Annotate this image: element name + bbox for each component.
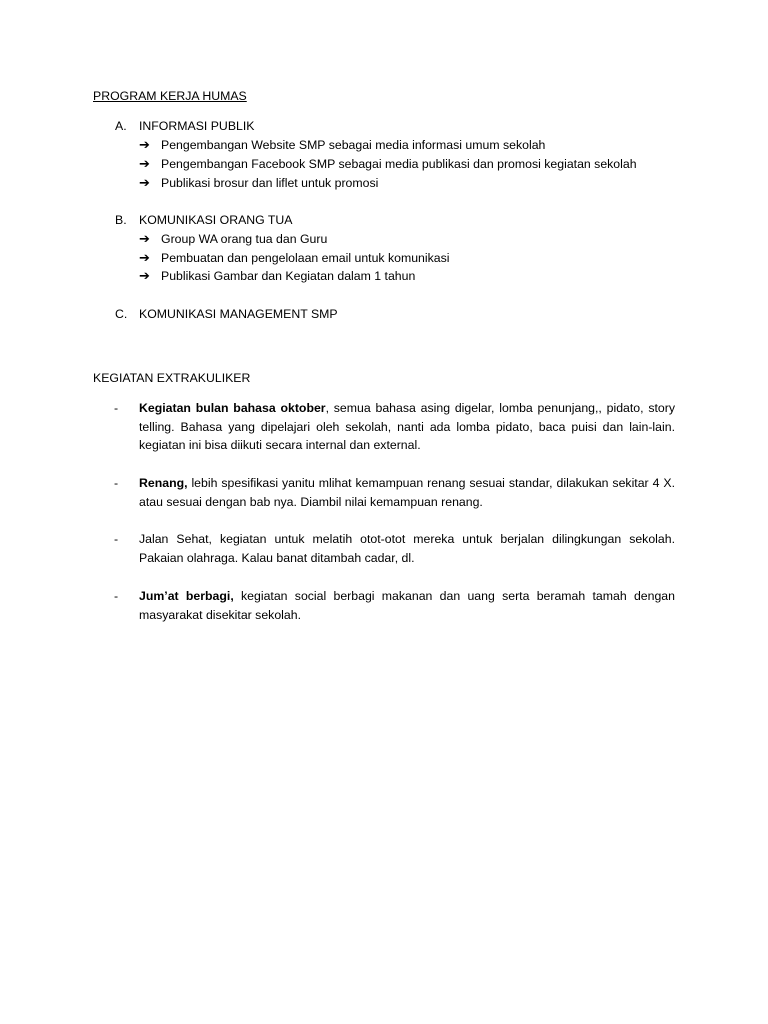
- activity-name: Jum’at berbagi,: [139, 589, 234, 603]
- list-item: ➔ Pengembangan Facebook SMP sebagai media publikasi dan promosi kegiatan sekolah: [139, 155, 637, 175]
- activity-item: [114, 587, 675, 624]
- extracurricular-title: KEGIATAN EXTRAKULIKER: [93, 371, 251, 385]
- activity-description: kegiatan social berbagi makanan dan uang serta beramah tamah dengan masyarakat disekitar sekolah.: [139, 589, 675, 622]
- arrow-right-icon: ➔: [139, 269, 150, 284]
- list-item: ➔ Group WA orang tua dan Guru: [139, 230, 327, 250]
- activity-name: Kegiatan bulan bahasa oktober: [139, 401, 326, 415]
- activity-item: [114, 399, 675, 455]
- dash-marker: -: [114, 476, 119, 490]
- list-item: ➔ Publikasi brosur dan liflet untuk promosi: [139, 174, 378, 194]
- program-title: PROGRAM KERJA HUMAS: [93, 89, 247, 103]
- dash-marker: -: [114, 401, 119, 415]
- section-title: INFORMASI PUBLIK: [139, 119, 255, 133]
- section-c-heading: [115, 305, 338, 324]
- list-item: ➔ Pengembangan Website SMP sebagai media informasi umum sekolah: [139, 136, 545, 156]
- arrow-right-icon: ➔: [139, 251, 150, 266]
- section-letter: A.: [115, 119, 127, 133]
- section-letter: C.: [115, 307, 128, 321]
- activity-description: , semua bahasa asing digelar, lomba penunjang,, pidato, story telling. Bahasa yang dipelajari oleh sekolah, nanti ada lomba pidato, baca puisi dan lain-lain. kegiatan ini bisa diikuti secara internal dan external.: [139, 401, 675, 453]
- dash-marker: -: [114, 589, 119, 603]
- activity-item: [114, 530, 675, 567]
- section-b-heading: [115, 211, 293, 230]
- arrow-right-icon: ➔: [139, 157, 150, 172]
- arrow-right-icon: ➔: [139, 138, 150, 153]
- arrow-right-icon: ➔: [139, 232, 150, 247]
- activity-description: lebih spesifikasi yanitu mlihat kemampuan renang sesuai standar, dilakukan sekitar 4 X. atau sesuai dengan bab nya. Diambil nilai kemampuan renang.: [139, 476, 675, 509]
- list-item: ➔ Publikasi Gambar dan Kegiatan dalam 1 tahun: [139, 267, 415, 287]
- arrow-right-icon: ➔: [139, 176, 150, 191]
- activity-item: [114, 474, 675, 511]
- section-letter: B.: [115, 213, 127, 227]
- section-title: KOMUNIKASI MANAGEMENT SMP: [139, 307, 338, 321]
- section-a-heading: [115, 117, 254, 136]
- list-item: ➔ Pembuatan dan pengelolaan email untuk komunikasi: [139, 249, 450, 269]
- dash-marker: -: [114, 532, 119, 546]
- section-title: KOMUNIKASI ORANG TUA: [139, 213, 293, 227]
- activity-description: Jalan Sehat, kegiatan untuk melatih otot-otot mereka untuk berjalan dilingkungan sekolah. Pakaian olahraga. Kalau banat ditambah cadar, dl.: [139, 532, 675, 565]
- activity-name: Renang,: [139, 476, 188, 490]
